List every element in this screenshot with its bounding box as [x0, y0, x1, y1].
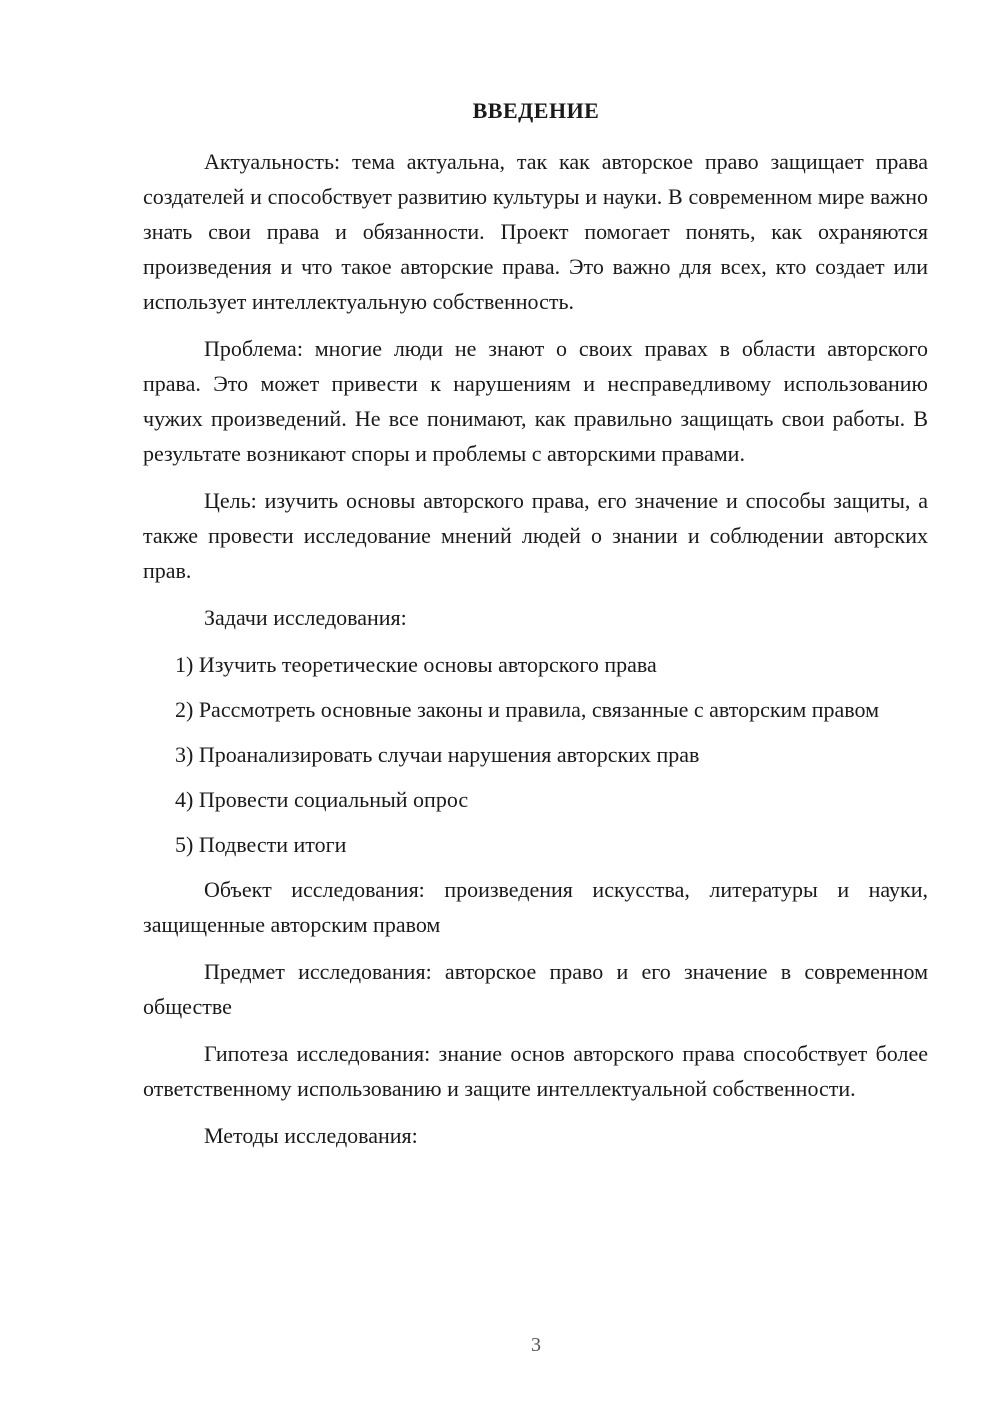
list-item: 5) Подвести итоги: [175, 832, 347, 857]
subject-paragraph: Предмет исследования: авторское право и его значение в современном обществе: [143, 959, 928, 1019]
relevance-paragraph: Актуальность: тема актуальна, так как авторское право защищает права создателей и способствует развитию культуры и науки. В современном мире важно знать свои права и обязанности. Проект помогает понять, как охраняются произведения и что такое авторские права. Это важно для всех, кто создает или использует интеллектуальную собственность.: [143, 149, 928, 314]
methods-intro: Методы исследования:: [204, 1123, 418, 1148]
problem-paragraph: Проблема: многие люди не знают о своих правах в области авторского права. Это может привести к нарушениям и несправедливому использованию чужих произведений. Не все понимают, как правильно защищать свои работы. В результате возникают споры и проблемы с авторскими правами.: [143, 336, 928, 466]
goal-paragraph: Цель: изучить основы авторского права, его значение и способы защиты, а также провести исследование мнений людей о знании и соблюдении авторских прав.: [143, 488, 928, 583]
tasks-intro: Задачи исследования:: [204, 605, 407, 630]
page-title: ВВЕДЕНИЕ: [472, 98, 600, 123]
list-item: 4) Провести социальный опрос: [175, 787, 469, 812]
object-paragraph: Объект исследования: произведения искусства, литературы и науки, защищенные авторским правом: [143, 877, 928, 937]
page-number: 3: [531, 1334, 541, 1356]
list-item: 1) Изучить теоретические основы авторского права: [175, 652, 657, 677]
list-item: 2) Рассмотреть основные законы и правила, связанные с авторским правом: [175, 697, 880, 722]
hypothesis-paragraph: Гипотеза исследования: знание основ авторского права способствует более ответственному использованию и защите интеллектуальной собственности.: [143, 1041, 928, 1101]
list-item: 3) Проанализировать случаи нарушения авторских прав: [175, 742, 700, 767]
body-text: [143, 144, 928, 1165]
